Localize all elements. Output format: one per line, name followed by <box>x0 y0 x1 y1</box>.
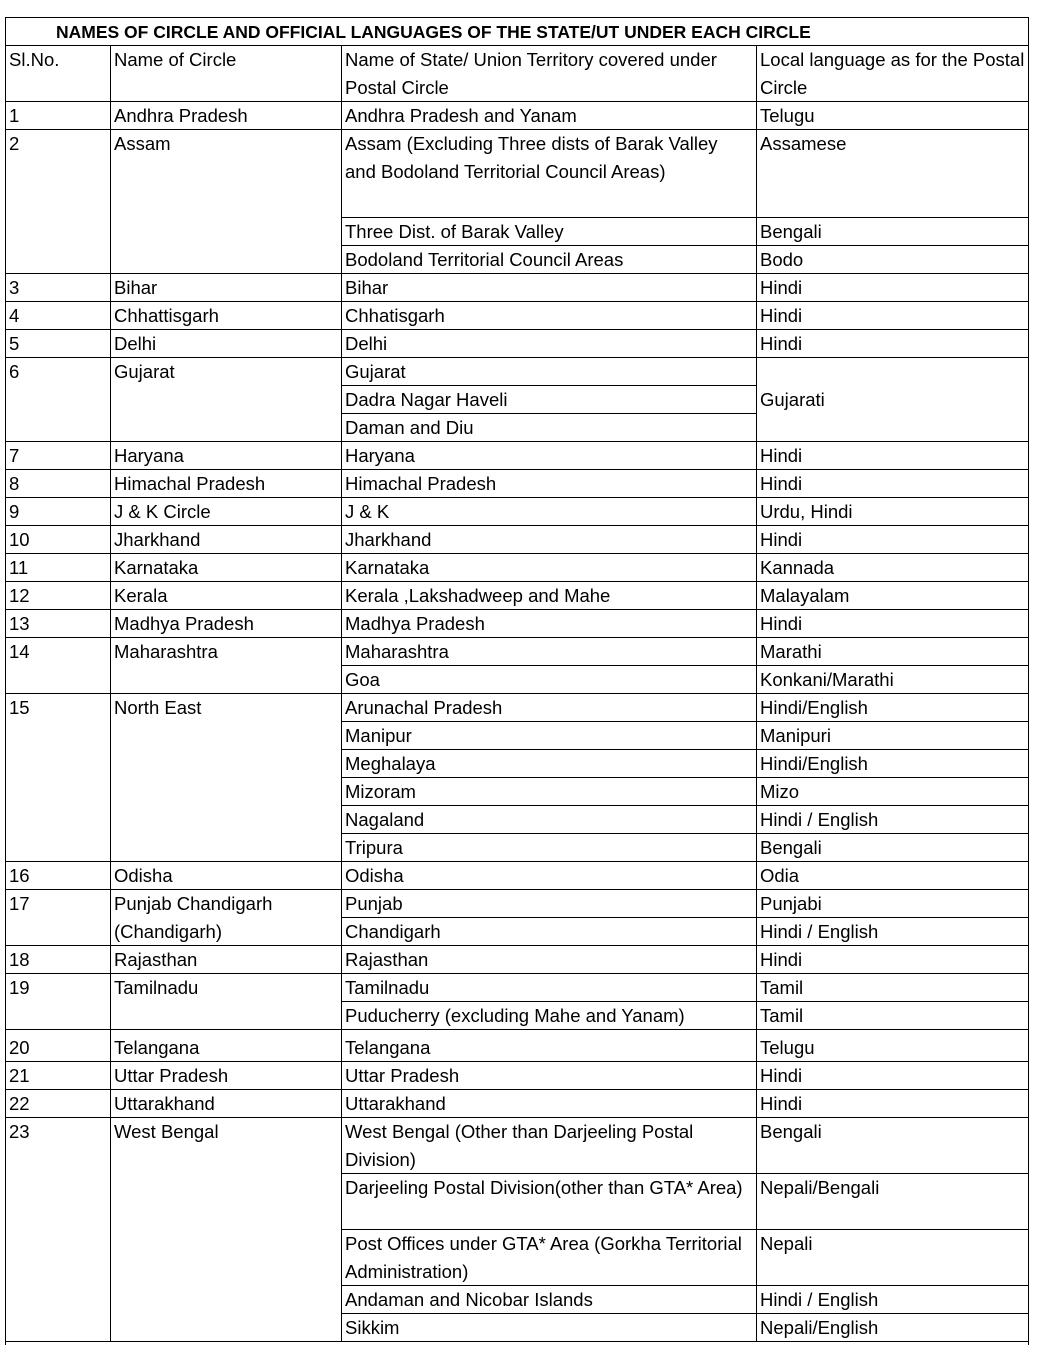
state-cell: Madhya Pradesh <box>345 613 485 634</box>
state-cell: Post Offices under GTA* Area (Gorkha Territorial Administration) <box>345 1233 742 1282</box>
sl-no-cell: 14 <box>9 641 30 662</box>
language-cell: Hindi <box>760 613 803 634</box>
sl-no-cell: 17 <box>9 893 30 914</box>
circle-name-cell: Bihar <box>114 277 158 298</box>
sl-no-cell: 22 <box>9 1093 30 1114</box>
sl-no-cell: 20 <box>9 1037 30 1058</box>
circle-name-cell: J & K Circle <box>114 501 211 522</box>
language-cell: Hindi/English <box>760 697 868 718</box>
header-language: Local language as for the Postal Circle <box>760 49 1025 98</box>
state-cell: Darjeeling Postal Division(other than GTA* Area) <box>345 1177 743 1198</box>
language-cell: Hindi <box>760 445 803 466</box>
state-cell: Kerala ,Lakshadweep and Mahe <box>345 585 611 606</box>
sl-no-cell: 2 <box>9 133 20 154</box>
state-cell: Tamilnadu <box>345 977 430 998</box>
state-cell: Mizoram <box>345 781 416 802</box>
sl-no-cell: 12 <box>9 585 30 606</box>
circle-divider <box>5 1341 1028 1342</box>
state-cell: Dadra Nagar Haveli <box>345 389 508 410</box>
state-cell: Haryana <box>345 445 415 466</box>
state-cell: Goa <box>345 669 380 690</box>
language-cell: Bengali <box>760 221 822 242</box>
state-cell: Andaman and Nicobar Islands <box>345 1289 593 1310</box>
state-cell: Sikkim <box>345 1317 400 1338</box>
language-cell: Assamese <box>760 133 847 154</box>
circle-name-cell: Tamilnadu <box>114 977 199 998</box>
circle-name-cell: Andhra Pradesh <box>114 105 248 126</box>
state-cell: Chandigarh <box>345 921 441 942</box>
circle-name-cell: Assam <box>114 133 171 154</box>
column-divider <box>756 45 757 1341</box>
state-cell: Chhatisgarh <box>345 305 445 326</box>
header-state: Name of State/ Union Territory covered under Postal Circle <box>345 49 717 98</box>
state-cell: Punjab <box>345 893 403 914</box>
state-cell: Manipur <box>345 725 412 746</box>
language-cell: Malayalam <box>760 585 850 606</box>
state-cell: West Bengal (Other than Darjeeling Postal Division) <box>345 1121 694 1170</box>
table-border-right <box>1028 17 1029 1345</box>
circle-name-cell: West Bengal <box>114 1121 219 1142</box>
sl-no-cell: 21 <box>9 1065 30 1086</box>
language-cell: Tamil <box>760 977 804 998</box>
circle-name-cell: Uttar Pradesh <box>114 1065 229 1086</box>
sl-no-cell: 10 <box>9 529 30 550</box>
language-cell: Hindi / English <box>760 921 879 942</box>
circle-name-cell: Haryana <box>114 445 184 466</box>
language-cell: Bengali <box>760 1121 822 1142</box>
language-cell: Hindi <box>760 529 803 550</box>
circle-divider <box>5 1029 1028 1030</box>
state-cell: Rajasthan <box>345 949 429 970</box>
language-cell: Bodo <box>760 249 804 270</box>
circle-name-cell: Uttarakhand <box>114 1093 215 1114</box>
circle-name-cell: Gujarat <box>114 361 175 382</box>
table-title: NAMES OF CIRCLE AND OFFICIAL LANGUAGES OF THE STATE/UT UNDER EACH CIRCLE <box>56 22 811 42</box>
sl-no-cell: 6 <box>9 361 20 382</box>
state-cell: Telangana <box>345 1037 431 1058</box>
language-cell: Hindi / English <box>760 1289 879 1310</box>
sl-no-cell: 7 <box>9 445 20 466</box>
language-cell: Telugu <box>760 105 815 126</box>
sl-no-cell: 16 <box>9 865 30 886</box>
language-cell: Nepali/English <box>760 1317 879 1338</box>
language-cell: Hindi / English <box>760 809 879 830</box>
state-cell: Meghalaya <box>345 753 436 774</box>
language-cell: Hindi/English <box>760 753 868 774</box>
state-cell: Puducherry (excluding Mahe and Yanam) <box>345 1005 685 1026</box>
header-circle: Name of Circle <box>114 49 237 70</box>
state-cell: Delhi <box>345 333 388 354</box>
language-cell: Manipuri <box>760 725 831 746</box>
sl-no-cell: 4 <box>9 305 20 326</box>
sl-no-cell: 19 <box>9 977 30 998</box>
circle-name-cell: Chhattisgarh <box>114 305 219 326</box>
circle-name-cell: Karnataka <box>114 557 199 578</box>
language-cell: Urdu, Hindi <box>760 501 853 522</box>
state-cell: Arunachal Pradesh <box>345 697 503 718</box>
circle-name-cell: Punjab Chandigarh (Chandigarh) <box>114 893 273 942</box>
table-border-top <box>5 17 1028 18</box>
language-cell: Gujarati <box>760 388 825 410</box>
language-cell: Nepali <box>760 1233 813 1254</box>
state-cell: Gujarat <box>345 361 406 382</box>
state-cell: Tripura <box>345 837 403 858</box>
circle-name-cell: Madhya Pradesh <box>114 613 254 634</box>
circle-name-cell: Rajasthan <box>114 949 198 970</box>
state-cell: Assam (Excluding Three dists of Barak Valley and Bodoland Territorial Council Areas) <box>345 133 718 182</box>
language-cell: Punjabi <box>760 893 822 914</box>
language-cell: Telugu <box>760 1037 815 1058</box>
sl-no-cell: 8 <box>9 473 20 494</box>
sl-no-cell: 5 <box>9 333 20 354</box>
state-cell: Bihar <box>345 277 389 298</box>
language-cell: Hindi <box>760 1093 803 1114</box>
language-cell: Mizo <box>760 781 800 802</box>
state-cell: Maharashtra <box>345 641 449 662</box>
state-cell: Himachal Pradesh <box>345 473 497 494</box>
state-cell: Three Dist. of Barak Valley <box>345 221 564 242</box>
column-divider <box>341 45 342 1341</box>
sl-no-cell: 11 <box>9 557 29 578</box>
header-sl-no: Sl.No. <box>9 49 60 70</box>
state-cell: Jharkhand <box>345 529 432 550</box>
state-cell: Andhra Pradesh and Yanam <box>345 105 577 126</box>
language-cell: Nepali/Bengali <box>760 1177 880 1198</box>
sl-no-cell: 15 <box>9 697 30 718</box>
sl-no-cell: 18 <box>9 949 30 970</box>
state-cell: Daman and Diu <box>345 417 474 438</box>
circle-name-cell: Himachal Pradesh <box>114 473 266 494</box>
language-cell: Konkani/Marathi <box>760 669 894 690</box>
language-cell: Odia <box>760 865 800 886</box>
state-cell: Karnataka <box>345 557 430 578</box>
state-cell: Odisha <box>345 865 404 886</box>
sl-no-cell: 3 <box>9 277 20 298</box>
circle-name-cell: Jharkhand <box>114 529 201 550</box>
language-cell: Hindi <box>760 1065 803 1086</box>
language-cell: Hindi <box>760 333 803 354</box>
sl-no-cell: 1 <box>9 105 20 126</box>
state-cell: Nagaland <box>345 809 425 830</box>
language-cell: Hindi <box>760 949 803 970</box>
sl-no-cell: 9 <box>9 501 20 522</box>
state-cell: Uttar Pradesh <box>345 1065 460 1086</box>
language-cell: Marathi <box>760 641 822 662</box>
circle-name-cell: Kerala <box>114 585 168 606</box>
state-cell: J & K <box>345 501 390 522</box>
sl-no-cell: 13 <box>9 613 30 634</box>
column-divider <box>110 45 111 1341</box>
state-cell: Uttarakhand <box>345 1093 446 1114</box>
state-cell: Bodoland Territorial Council Areas <box>345 249 624 270</box>
circle-name-cell: Telangana <box>114 1037 200 1058</box>
language-cell: Tamil <box>760 1005 804 1026</box>
circle-name-cell: Maharashtra <box>114 641 218 662</box>
language-cell: Kannada <box>760 557 835 578</box>
circle-name-cell: Odisha <box>114 865 173 886</box>
language-cell: Hindi <box>760 305 803 326</box>
language-cell: Hindi <box>760 473 803 494</box>
circle-name-cell: Delhi <box>114 333 157 354</box>
language-cell: Hindi <box>760 277 803 298</box>
language-cell: Bengali <box>760 837 822 858</box>
sl-no-cell: 23 <box>9 1121 30 1142</box>
circle-name-cell: North East <box>114 697 202 718</box>
